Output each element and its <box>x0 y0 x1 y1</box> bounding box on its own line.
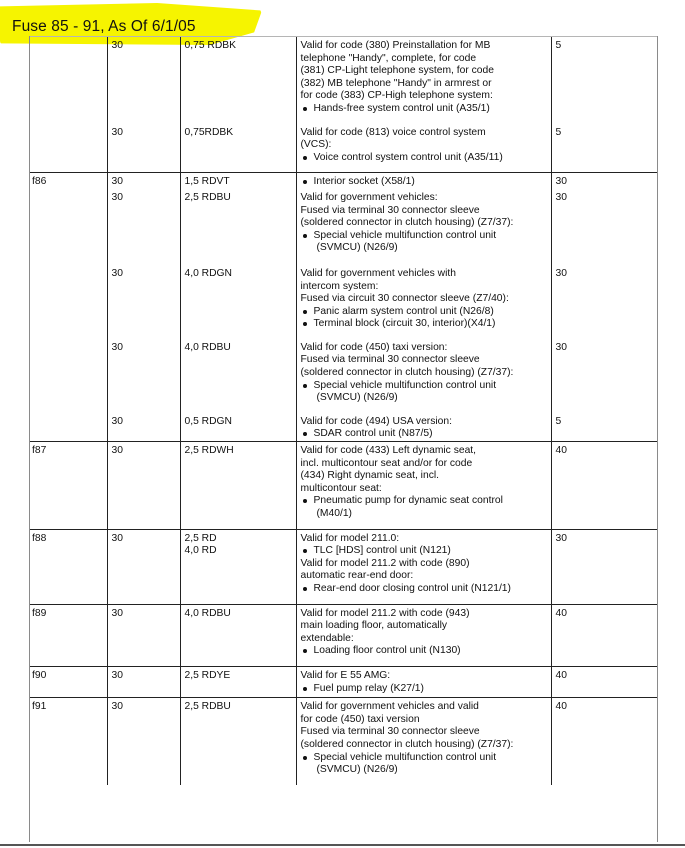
terminal-cell: 30 <box>107 37 180 124</box>
cable-spec: 2,5 RDWH <box>184 445 234 457</box>
consumer-description-cell <box>296 698 551 785</box>
description-line: extendable: <box>300 632 354 644</box>
amperage-cell: 40 <box>551 698 657 785</box>
description-line: (M40/1) <box>316 508 352 519</box>
cable-spec: 0,75 RDBK <box>184 40 237 51</box>
description-line: incl. multicontour seat and/or for code <box>300 457 473 469</box>
description-line: Fused via circuit 30 connector sleeve (Z7/40): <box>300 293 509 305</box>
fuse-number-cell <box>30 37 107 124</box>
fuse-number-cell: f87 <box>30 442 107 530</box>
fuse-number-cell: f89 <box>30 604 107 666</box>
cable-spec: 2,5 RDBU <box>184 191 231 203</box>
cable-cell <box>180 413 296 442</box>
bullet-item: Terminal block (circuit 30, interior)(X4/1) <box>301 318 548 331</box>
terminal-cell: 30 <box>107 189 180 265</box>
cable-cell <box>180 189 296 265</box>
amperage-cell: 30 <box>551 265 657 339</box>
cable-spec: 2,5 RD <box>184 532 217 544</box>
terminal-cell: 30 <box>107 698 180 785</box>
page-title: Fuse 85 - 91, As Of 6/1/05 <box>12 18 196 35</box>
terminal-cell: 30 <box>107 604 180 666</box>
description-line: Valid for code (450) taxi version: <box>300 341 448 353</box>
cable-spec: 1,5 RDVT <box>184 176 230 188</box>
description-line: Valid for code (813) voice control system <box>300 126 486 138</box>
amperage-cell: 30 <box>551 339 657 413</box>
amperage-cell: 5 <box>551 37 657 124</box>
consumer-description-cell <box>296 189 551 265</box>
fuse-number-cell: f90 <box>30 666 107 697</box>
terminal-cell: 30 <box>107 666 180 697</box>
fuse-number-cell <box>30 413 107 442</box>
cable-spec: 0,75RDBK <box>184 126 234 138</box>
description-line: Valid for E 55 AMG: <box>300 669 391 681</box>
bullet-item: Panic alarm system control unit (N26/8) <box>301 306 548 319</box>
consumer-description-cell <box>296 339 551 413</box>
fuse-row <box>30 698 657 785</box>
cable-cell <box>180 666 296 697</box>
amperage-cell: 40 <box>551 604 657 666</box>
fuse-row <box>30 189 657 265</box>
cable-spec: 2,5 RDYE <box>184 669 231 681</box>
cable-spec: 4,0 RDBU <box>184 341 231 353</box>
description-line: (soldered connector in clutch housing) (Z7/37): <box>300 738 514 750</box>
consumer-description-cell <box>296 37 551 124</box>
description-line: automatic rear-end door: <box>300 570 414 582</box>
consumer-description-cell <box>296 604 551 666</box>
bullet-item: Fuel pump relay (K27/1) <box>301 683 548 696</box>
description-line: main loading floor, automatically <box>300 620 448 632</box>
description-line: (SVMCU) (N26/9) <box>316 764 398 776</box>
description-line: Valid for model 211.2 with code (943) <box>300 607 470 619</box>
fuse-row <box>30 339 657 413</box>
consumer-description-cell <box>296 529 551 604</box>
bullet-item: Pneumatic pump for dynamic seat control <box>301 495 548 508</box>
consumer-description-cell <box>296 124 551 173</box>
bullet-item: Special vehicle multifunction control unit <box>301 230 548 243</box>
amperage-cell: 5 <box>551 124 657 173</box>
fuse-number-cell <box>30 265 107 339</box>
page-bottom-rule <box>0 844 685 846</box>
description-line: (SVMCU) (N26/9) <box>316 392 398 404</box>
description-line: Valid for model 211.2 with code (890) <box>300 557 470 569</box>
consumer-description-cell <box>296 442 551 530</box>
description-line: (434) Right dynamic seat, incl. <box>300 470 439 482</box>
fuse-number-cell <box>30 339 107 413</box>
amperage-cell: 30 <box>551 173 657 189</box>
terminal-cell: 30 <box>107 442 180 530</box>
fuse-number-cell: f91 <box>30 698 107 785</box>
amperage-cell: 30 <box>551 189 657 265</box>
description-line: (382) MB telephone "Handy" in armrest or <box>300 77 492 89</box>
bullet-item: Hands-free system control unit (A35/1) <box>301 103 548 116</box>
bullet-item: Interior socket (X58/1) <box>301 176 548 189</box>
cable-cell <box>180 37 296 124</box>
frame-right-border <box>657 36 658 842</box>
description-line: Valid for code (380) Preinstallation for MB <box>300 40 491 51</box>
cable-cell <box>180 339 296 413</box>
amperage-cell: 30 <box>551 529 657 604</box>
fuse-number-cell <box>30 124 107 173</box>
description-line: Valid for model 211.0: <box>300 532 400 544</box>
description-line: for code (450) taxi version <box>300 713 420 725</box>
fuse-row <box>30 442 657 530</box>
cable-cell <box>180 124 296 173</box>
terminal-cell: 30 <box>107 413 180 442</box>
consumer-description-cell <box>296 265 551 339</box>
cable-cell <box>180 442 296 530</box>
bullet-item: Special vehicle multifunction control unit <box>301 380 548 393</box>
cable-cell <box>180 698 296 785</box>
fuse-row <box>30 604 657 666</box>
description-line: (SVMCU) (N26/9) <box>316 242 398 254</box>
cable-spec: 4,0 RD <box>184 545 217 557</box>
description-line: (soldered connector in clutch housing) (Z7/37): <box>300 367 514 379</box>
description-line: Fused via terminal 30 connector sleeve <box>300 204 480 216</box>
fuse-row <box>30 666 657 697</box>
description-line: for code (383) CP-High telephone system: <box>300 90 493 102</box>
fuse-table <box>30 37 657 785</box>
cable-spec: 0,5 RDGN <box>184 415 232 427</box>
fuse-row <box>30 413 657 442</box>
consumer-description-cell <box>296 666 551 697</box>
cable-spec: 2,5 RDBU <box>184 701 231 713</box>
description-line: Valid for code (494) USA version: <box>300 415 452 427</box>
description-line: Valid for government vehicles and valid <box>300 701 479 713</box>
bullet-item: Voice control system control unit (A35/11) <box>301 152 548 165</box>
consumer-description-cell <box>296 413 551 442</box>
bullet-item: SDAR control unit (N87/5) <box>301 428 548 441</box>
fuse-row <box>30 265 657 339</box>
bullet-item: TLC [HDS] control unit (N121) <box>301 545 548 558</box>
bullet-item: Rear-end door closing control unit (N121/1) <box>301 583 548 596</box>
terminal-cell: 30 <box>107 173 180 189</box>
fuse-table-body <box>30 37 657 785</box>
terminal-cell: 30 <box>107 529 180 604</box>
description-line: Valid for government vehicles: <box>300 191 438 203</box>
terminal-cell: 30 <box>107 265 180 339</box>
description-line: telephone "Handy", complete, for code <box>300 52 477 64</box>
description-line: (381) CP-Light telephone system, for code <box>300 65 494 77</box>
description-line: Valid for government vehicles with <box>300 267 456 279</box>
fuse-number-cell: f86 <box>30 173 107 189</box>
fuse-number-cell <box>30 189 107 265</box>
fuse-row <box>30 173 657 189</box>
bullet-item: Loading floor control unit (N130) <box>301 645 548 658</box>
cable-spec: 4,0 RDGN <box>184 267 232 279</box>
fuse-row <box>30 529 657 604</box>
description-line: (soldered connector in clutch housing) (Z7/37): <box>300 217 514 229</box>
bullet-item: Special vehicle multifunction control unit <box>301 752 548 765</box>
fuse-row <box>30 124 657 173</box>
terminal-cell: 30 <box>107 124 180 173</box>
description-line: Fused via terminal 30 connector sleeve <box>300 726 480 738</box>
terminal-cell: 30 <box>107 339 180 413</box>
fuse-row <box>30 37 657 124</box>
cable-cell <box>180 529 296 604</box>
description-line: Valid for code (433) Left dynamic seat, <box>300 445 477 457</box>
cable-cell <box>180 604 296 666</box>
consumer-description-cell <box>296 173 551 189</box>
amperage-cell: 40 <box>551 666 657 697</box>
cable-cell <box>180 265 296 339</box>
description-line: (VCS): <box>300 139 332 151</box>
description-line: multicontour seat: <box>300 482 382 494</box>
amperage-cell: 5 <box>551 413 657 442</box>
cable-cell <box>180 173 296 189</box>
description-line: Fused via terminal 30 connector sleeve <box>300 354 480 366</box>
amperage-cell: 40 <box>551 442 657 530</box>
description-line: intercom system: <box>300 280 379 292</box>
cable-spec: 4,0 RDBU <box>184 607 231 619</box>
fuse-number-cell: f88 <box>30 529 107 604</box>
